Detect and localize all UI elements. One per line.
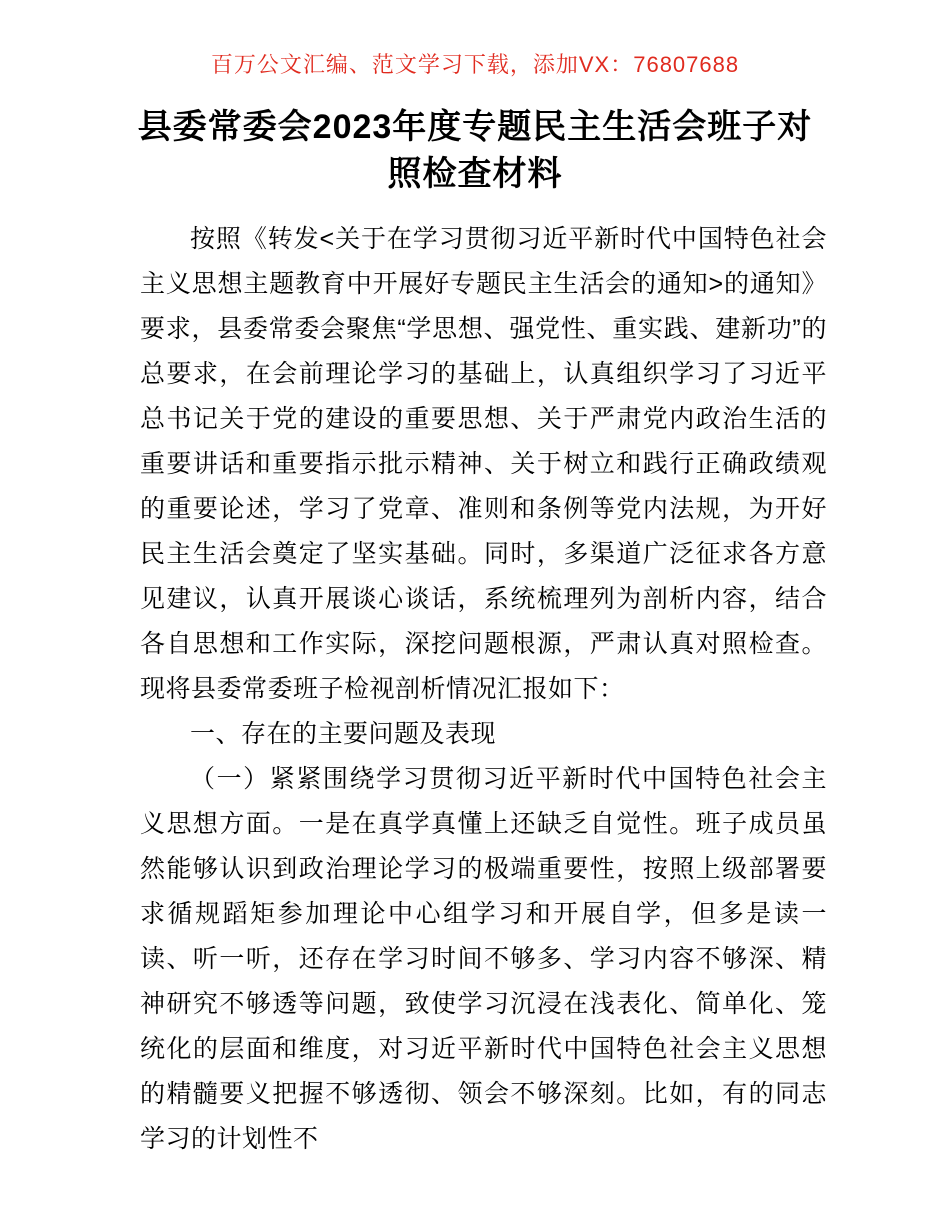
document-body [140,217,827,1162]
section-heading: 一、存在的主要问题及表现 [190,720,497,748]
promo-notice: 百万公文汇编、范文学习下载，添加VX：76807688 [210,52,740,77]
body-paragraph: 按照《转发<关于在学习贯彻习近平新时代中国特色社会主义思想主题教育中开展好专题民主生活会的通知>的通知》要求，县委常委会聚焦“学思想、强党性、重实践、建新功”的总要求，在会前理论学习的基础上，认真组织学习了习近平总书记关于党的建设的重要思想、关于严肃党内政治生活的重要讲话和重要指示批示精神、关于树立和践行正确政绩观的重要论述，学习了党章、准则和条例等党内法规，为开好民主生活会奠定了坚实基础。同时，多渠道广泛征求各方意见建议，认真开展谈心谈话，系统梳理列为剖析内容，结合各自思想和工作实际，深挖问题根源，严肃认真对照检查。现将县委常委班子检视剖析情况汇报如下： [140,225,827,703]
body-paragraph: （一）紧紧围绕学习贯彻习近平新时代中国特色社会主义思想方面。一是在真学真懂上还缺乏自觉性。班子成员虽然能够认识到政治理论学习的极端重要性，按照上级部署要求循规蹈矩参加理论中心组学习和开展自学，但多是读一读、听一听，还存在学习时间不够多、学习内容不够深、精神研究不够透等问题，致使学习沉浸在浅表化、简单化、笼统化的层面和维度，对习近平新时代中国特色社会主义思想的精髓要义把握不够透彻、领会不够深刻。比如，有的同志学习的计划性不 [140,765,827,1153]
document-title: 县委常委会2023年度专题民主生活会班子对照检查材料 [137,108,813,193]
